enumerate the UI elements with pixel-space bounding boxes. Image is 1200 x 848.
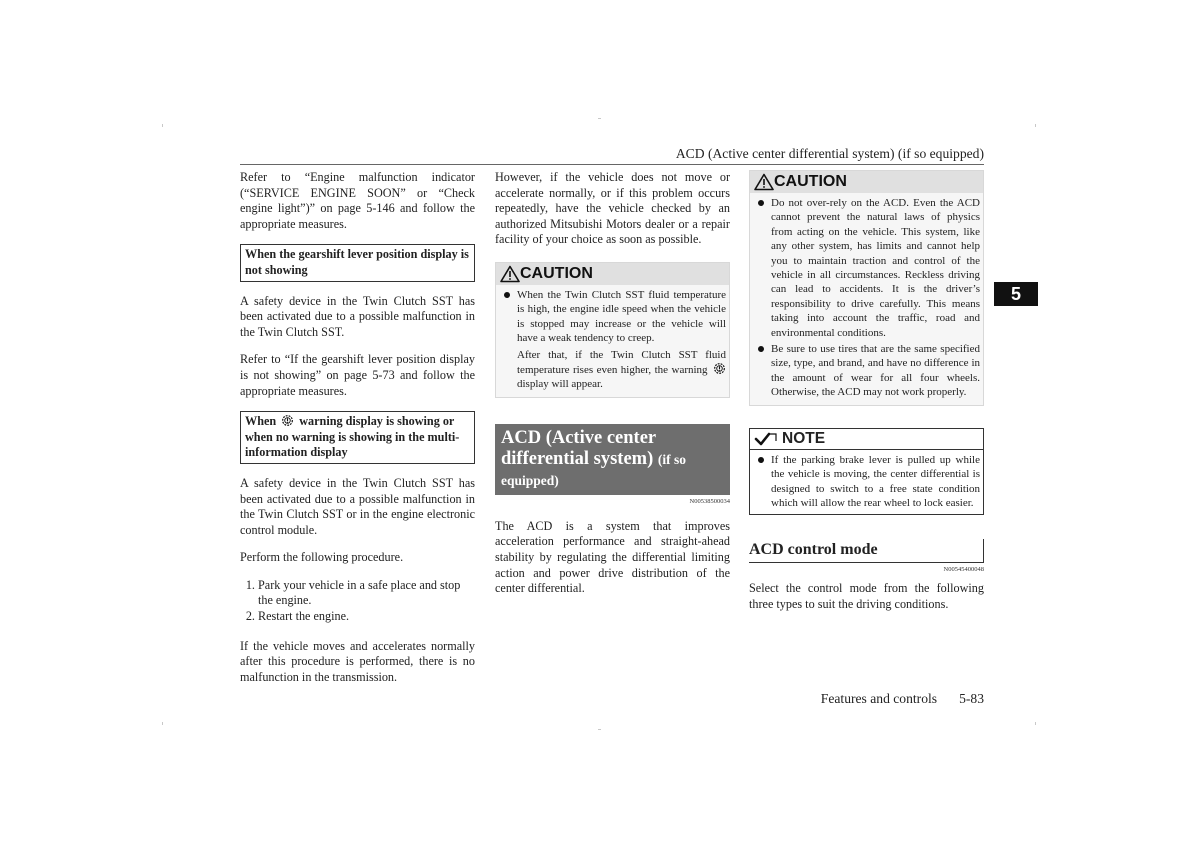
note-label: NOTE: [782, 429, 826, 447]
crop-mark: [598, 729, 601, 730]
section-title-text: ACD (Active center differential system): [501, 427, 656, 469]
bullet-icon: [758, 200, 764, 206]
paragraph: Refer to “Engine malfunction indicator (“SERVICE ENGINE SOON” or “Check engine light”)” on page 5-146 and follow the appropriate measures.: [240, 170, 475, 231]
caution-item: [756, 342, 980, 400]
box-heading-part: warning display is showing or when no warning is showing in the multi-information display: [245, 414, 460, 460]
caution-label: CAUTION: [774, 173, 847, 190]
note-check-icon: [754, 431, 778, 447]
caution-label: CAUTION: [520, 264, 593, 282]
caution-header: [750, 171, 983, 193]
paragraph: If the vehicle moves and accelerates normally after this procedure is performed, there is no malfunction in the transmission.: [240, 638, 475, 684]
note-text: If the parking brake lever is pulled up while the vehicle is moving, the center differential is designed to switch to a free state condition which will allow the rear wheel to lock easier.: [771, 453, 980, 509]
subsection-title: ACD control mode: [749, 539, 984, 563]
caution-item: [502, 288, 726, 392]
paragraph: A safety device in the Twin Clutch SST has been activated due to a possible malfunction in the Twin Clutch SST or in the engine electronic control module.: [240, 475, 475, 537]
paragraph: A safety device in the Twin Clutch SST has been activated due to a possible malfunction in the Twin Clutch SST.: [240, 293, 475, 339]
caution-text: Be sure to use tires that are the same specified size, type, and brand, and have no difference in the amount of wear for all four wheels. Otherwise, the ACD may not work properly.: [771, 343, 980, 399]
procedure-steps: [240, 578, 475, 625]
crop-mark: [598, 118, 601, 119]
page-header-title: ACD (Active center differential system) (if so equipped): [675, 146, 984, 161]
note-item: [756, 453, 980, 511]
caution-text-line: [517, 348, 726, 392]
paragraph: However, if the vehicle does not move or accelerate normally, or if this problem occurs repeatedly, have the vehicle checked by an authorized Mitsubishi Motors dealer or a repair facility of your choice as soon as possible.: [495, 170, 730, 247]
column-middle: [495, 170, 730, 597]
caution-triangle-icon: [500, 265, 520, 283]
caution-triangle-icon: [754, 173, 774, 191]
caution-box: [749, 170, 984, 406]
bullet-icon: [504, 292, 510, 298]
gear-warning-icon: [281, 414, 294, 427]
caution-text: When the Twin Clutch SST fluid temperature is high, the engine idle speed when the vehicle is stopped may increase or the vehicle will have a weak tendency to creep.: [517, 288, 726, 345]
column-left: [240, 170, 475, 685]
paragraph: Select the control mode from the following three types to suit the driving conditions.: [749, 581, 984, 611]
chapter-tab: 5: [994, 282, 1038, 306]
caution-text: After that, if the Twin Clutch SST fluid temperature rises even higher, the warning: [517, 348, 726, 376]
caution-body: [750, 193, 983, 405]
list-item: 2. Restart the engine.: [258, 609, 475, 625]
note-header: [750, 429, 983, 450]
paragraph: Refer to “If the gearshift lever position display is not showing” on page 5-73 and follow the appropriate measures.: [240, 352, 475, 398]
section-id: N00538500034: [689, 497, 730, 505]
crop-mark: [1035, 722, 1036, 725]
section-title: [495, 424, 730, 495]
column-right: [749, 170, 984, 613]
page-footer: [700, 691, 984, 707]
box-heading-warning-display: [240, 411, 475, 464]
bullet-icon: [758, 457, 764, 463]
gear-warning-icon: [713, 362, 726, 375]
list-item: 1. Park your vehicle in a safe place and stop the engine.: [258, 578, 475, 609]
crop-mark: [1035, 124, 1036, 127]
note-box: [749, 428, 984, 516]
box-heading-gearshift: When the gearshift lever position display is not showing: [240, 244, 475, 281]
caution-box: [495, 262, 730, 398]
caution-body: [496, 285, 729, 397]
bullet-icon: [758, 346, 764, 352]
header-rule: [240, 164, 984, 165]
footer-section: Features and controls: [820, 691, 938, 706]
paragraph: The ACD is a system that improves acceleration performance and straight-ahead stability by regulating the differential limiting action and power drive distribution of the center differential.: [495, 518, 730, 596]
crop-mark: [162, 722, 163, 725]
page-number: 5-83: [959, 691, 984, 706]
box-heading-part: When: [245, 414, 277, 429]
caution-item: [756, 196, 980, 340]
caution-header: [496, 263, 729, 285]
note-body: [750, 450, 983, 515]
caution-text: display will appear.: [517, 378, 603, 391]
section-title-qualifier: (if so equipped): [501, 451, 686, 488]
caution-text: Do not over-rely on the ACD. Even the ACD cannot prevent the natural laws of physics from acting on the vehicle. This system, like any other system, has limits and cannot help you to maintain traction and control of the vehicle in all circumstances. Reckless driving can lead to accidents. It is the driver’s responsibility to drive carefully. This means taking into account the traffic, road and environmental conditions.: [771, 197, 980, 339]
paragraph: Perform the following procedure.: [240, 550, 404, 565]
subsection-id: N00545400048: [943, 566, 984, 574]
crop-mark: [162, 124, 163, 127]
